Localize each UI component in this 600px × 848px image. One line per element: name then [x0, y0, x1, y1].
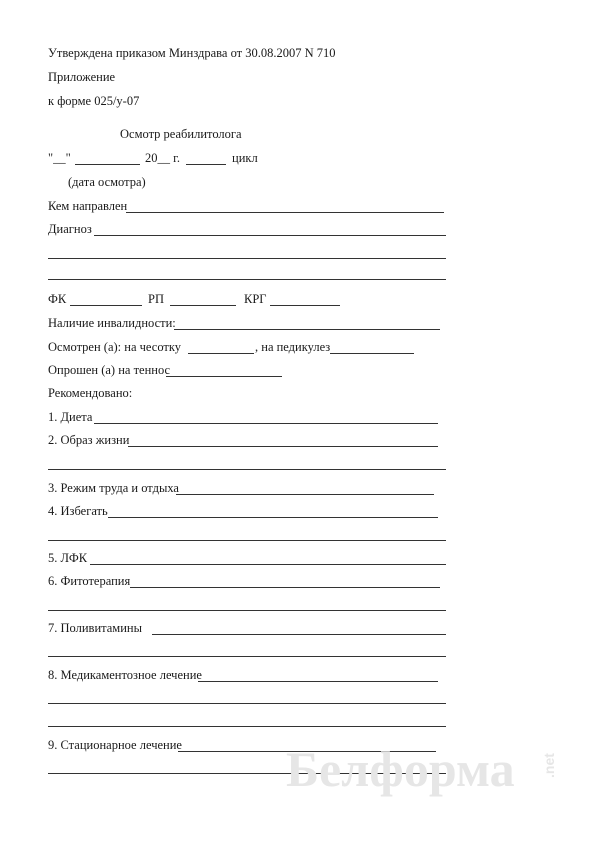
appendix-text: Приложение [48, 70, 116, 84]
rec-lifestyle-label: 2. Образ жизни [48, 433, 130, 447]
day-blank: "__" [48, 151, 71, 165]
date-caption: (дата осмотра) [68, 175, 146, 189]
rec-lfk-label: 5. ЛФК [48, 551, 88, 565]
rec-phyto-label: 6. Фитотерапия [48, 574, 131, 588]
rec-avoid-line[interactable] [108, 517, 438, 518]
form-title: Осмотр реабилитолога [120, 127, 242, 141]
diagnosis-line-3[interactable] [48, 279, 446, 280]
rec-lfk-line[interactable] [90, 564, 446, 565]
watermark-brand-text: Белформа [286, 741, 515, 797]
pediculosis-line[interactable] [330, 353, 414, 354]
rec-medication-line-2[interactable] [48, 703, 446, 704]
year-text: 20__ г. [145, 151, 180, 165]
examined-label: Осмотрен (а): на чесотку [48, 340, 182, 354]
rec-diet-line[interactable] [94, 423, 438, 424]
referred-by-label: Кем направлен [48, 199, 128, 213]
disability-line[interactable] [174, 329, 440, 330]
rec-inpatient-label: 9. Стационарное лечение [48, 738, 182, 752]
rec-phyto-line-2[interactable] [48, 610, 446, 611]
rec-medication-label: 8. Медикаментозное лечение [48, 668, 202, 682]
belforma-watermark [286, 738, 586, 808]
approval-text: Утверждена приказом Минздрава от 30.08.2007 N 710 [48, 46, 336, 60]
diagnosis-label: Диагноз [48, 222, 92, 236]
diagnosis-line[interactable] [94, 235, 446, 236]
rec-avoid-label: 4. Избегать [48, 504, 108, 518]
month-line[interactable] [75, 164, 140, 165]
tennis-line[interactable] [166, 376, 282, 377]
recommended-label: Рекомендовано: [48, 386, 133, 400]
diagnosis-line-2[interactable] [48, 258, 446, 259]
cycle-text: цикл [232, 151, 258, 165]
rec-phyto-line[interactable] [130, 587, 440, 588]
krg-label: КРГ [244, 292, 267, 306]
watermark-domain-text: .net [541, 753, 557, 778]
rec-work-rest-label: 3. Режим труда и отдыха [48, 481, 179, 495]
rp-label: РП [148, 292, 164, 306]
rec-lifestyle-line[interactable] [128, 446, 438, 447]
rec-diet-label: 1. Диета [48, 410, 93, 424]
rec-work-rest-line[interactable] [176, 494, 434, 495]
tennis-label: Опрошен (а) на теннос [48, 363, 171, 377]
referred-by-line[interactable] [126, 212, 444, 213]
cycle-number-line[interactable] [186, 164, 226, 165]
rec-vitamins-label: 7. Поливитамины [48, 621, 142, 635]
rec-lifestyle-line-2[interactable] [48, 469, 446, 470]
rp-line[interactable] [170, 305, 236, 306]
rec-medication-line-3[interactable] [48, 726, 446, 727]
scabies-line[interactable] [188, 353, 254, 354]
rec-vitamins-line[interactable] [152, 634, 446, 635]
pediculosis-label: , на педикулез [255, 340, 331, 354]
rec-avoid-line-2[interactable] [48, 540, 446, 541]
rec-medication-line[interactable] [198, 681, 438, 682]
form-number-text: к форме 025/у-07 [48, 94, 140, 108]
rec-vitamins-line-2[interactable] [48, 656, 446, 657]
fk-label: ФК [48, 292, 67, 306]
disability-label: Наличие инвалидности: [48, 316, 176, 330]
fk-line[interactable] [70, 305, 142, 306]
krg-line[interactable] [270, 305, 340, 306]
